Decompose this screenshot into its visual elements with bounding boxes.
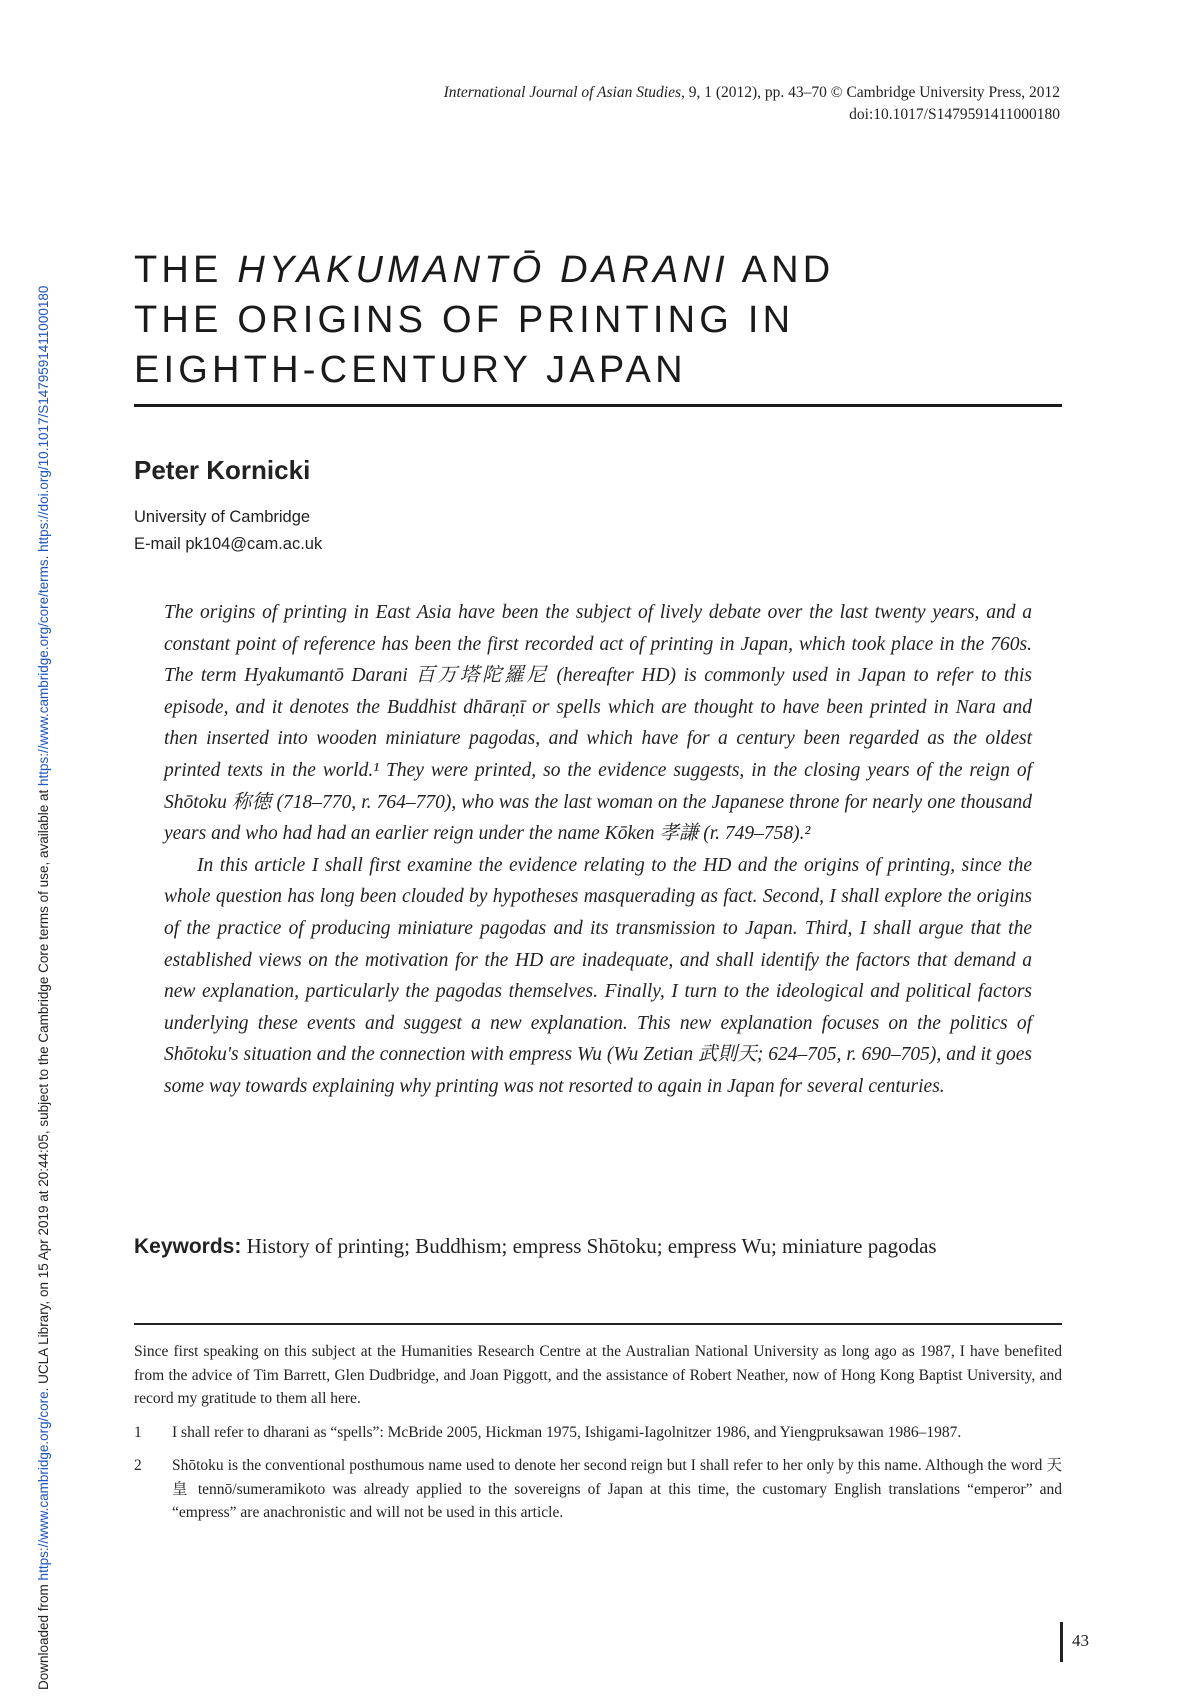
- article-title: [134, 245, 1064, 395]
- download-dot: .: [36, 551, 51, 560]
- author-name: Peter Kornicki: [134, 455, 311, 485]
- footnote-1: [134, 1421, 1062, 1445]
- title-line-2: THE ORIGINS OF PRINTING IN: [134, 299, 795, 341]
- keywords-label: Keywords:: [134, 1235, 242, 1258]
- title-divider: [134, 404, 1062, 407]
- footnote-text: I shall refer to dharani as “spells”: McBride 2005, Hickman 1975, Ishigami-Iagolnitzer 1986, and Yiengpruksawan 1986–1987.: [172, 1423, 962, 1441]
- footnote-number: 2: [134, 1457, 142, 1474]
- abstract-paragraph-2: In this article I shall first examine the evidence relating to the HD and the origins of printing, since the whole question has long been clouded by hypotheses masquerading as fact. Second, I shall explore the origins of the practice of producing miniature pagodas and its transmission to Japan. Third, I shall argue that the established views on the motivation for the HD are inadequate, and shall identify the factors that demand a new explanation, particularly the pagodas themselves. Finally, I turn to the ideological and political factors underlying these events and suggest a new explanation. This new explanation focuses on the politics of Shōtoku's situation and the connection with empress Wu (Wu Zetian 武則天; 624–705, r. 690–705), and it goes some way towards explaining why printing was not resorted to again in Japan for several centuries.: [164, 854, 1032, 1097]
- author-email: E-mail pk104@cam.ac.uk: [134, 535, 323, 553]
- author-affiliation: University of Cambridge: [134, 508, 311, 526]
- journal-citation: [444, 82, 1060, 104]
- download-prefix: Downloaded from: [36, 1580, 51, 1690]
- keywords-text: History of printing; Buddhism; empress Shōtoku; empress Wu; miniature pagodas: [241, 1234, 937, 1258]
- doi-link[interactable]: https://doi.org/10.1017/S1479591411000180: [36, 285, 51, 552]
- title-line-3: EIGHTH-CENTURY JAPAN: [134, 349, 687, 391]
- keywords: [134, 1230, 1064, 1263]
- footnotes: [134, 1340, 1062, 1535]
- title-line-1: THE HYAKUMANTŌ DARANI AND: [134, 249, 835, 291]
- footnote-text: Shōtoku is the conventional posthumous name used to denote her second reign but I shall refer to her only by this name. Although the word 天皇 tennō/sumeramikoto was already applied to the sovereigns of Japan at this time, the customary English translations “emperor” and “empress” are anachronistic and will not be used in this article.: [172, 1457, 1062, 1521]
- abstract: [164, 597, 1032, 1103]
- citation-details: , 9, 1 (2012), pp. 43–70 © Cambridge University Press, 2012: [680, 84, 1060, 101]
- author-affiliation-block: [134, 504, 322, 558]
- footnote-number: 1: [134, 1423, 142, 1441]
- cambridge-core-link[interactable]: https://www.cambridge.org/core: [36, 1391, 51, 1581]
- journal-header: [444, 82, 1060, 126]
- download-mid: . UCLA Library, on 15 Apr 2019 at 20:44:05, subject to the Cambridge Core terms of use, available at: [36, 785, 51, 1392]
- footnote-2: [134, 1454, 1062, 1525]
- acknowledgement-note: Since first speaking on this subject at the Humanities Research Centre at the Australian National University as long ago as 1987, I have benefited from the advice of Tim Barrett, Glen Dudbridge, and Joan Piggott, and the assistance of Robert Neather, now of Hong Kong Baptist University, and record my gratitude to them all here.: [134, 1343, 1062, 1407]
- title-italic: HYAKUMANTŌ DARANI: [237, 249, 729, 291]
- doi-line: doi:10.1017/S1479591411000180: [849, 106, 1060, 123]
- terms-link[interactable]: https://www.cambridge.org/core/terms: [36, 559, 51, 786]
- page-number: 43: [1072, 1631, 1089, 1650]
- download-notice: [36, 0, 51, 1690]
- footnote-divider: [134, 1323, 1062, 1325]
- page-number-bar: [1060, 1622, 1063, 1662]
- abstract-paragraph-1: The origins of printing in East Asia have been the subject of lively debate over the last twenty years, and a constant point of reference has been the first recorded act of printing in Japan, which took place in the 760s. The term Hyakumantō Darani 百万塔陀羅尼 (hereafter HD) is commonly used in Japan to refer to this episode, and it denotes the Buddhist dhāraṇī or spells which are thought to have been printed in Nara and then inserted into wooden miniature pagodas, and which have for a century been regarded as the oldest printed texts in the world.¹ They were printed, so the evidence suggests, in the closing years of the reign of Shōtoku 称徳 (718–770, r. 764–770), who was the last woman on the Japanese throne for nearly one thousand years and who had had an earlier reign under the name Kōken 孝謙 (r. 749–758).²: [164, 602, 1032, 845]
- journal-name: International Journal of Asian Studies: [443, 84, 681, 101]
